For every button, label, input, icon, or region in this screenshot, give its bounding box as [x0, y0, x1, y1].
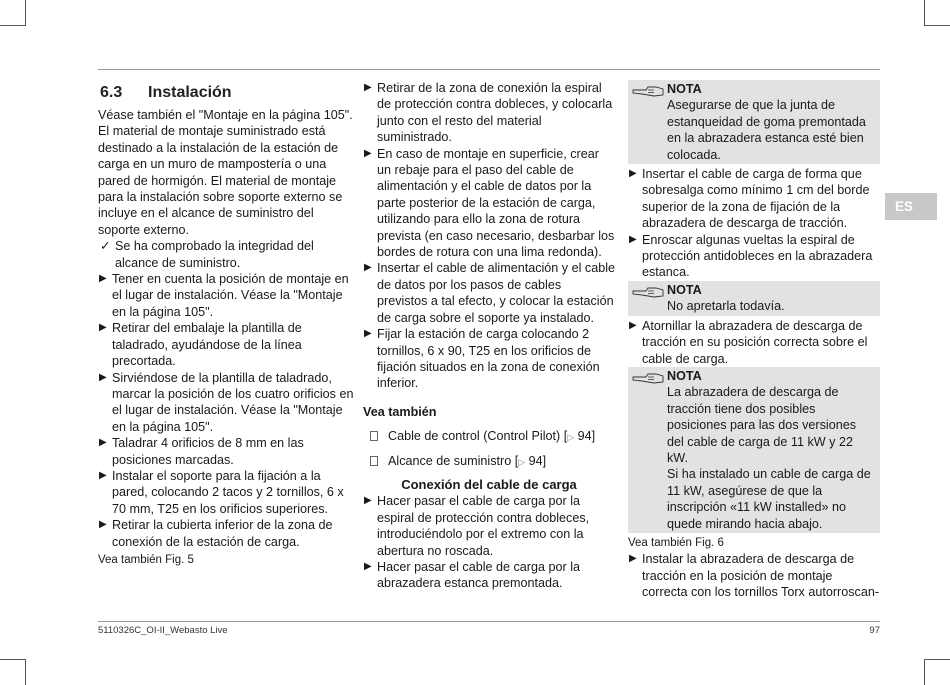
- page-number: 97: [869, 625, 880, 636]
- step-item: [98, 370, 356, 436]
- checkmark-icon: ✓: [100, 239, 111, 254]
- step-item: [363, 260, 615, 326]
- triangle-bullet-icon: ▶: [364, 262, 372, 274]
- language-tab: ES: [885, 193, 937, 220]
- step-text: En caso de montaje en superficie, crear un rebaje para el paso del cable de alimentación y el cable de datos por la parte posterior de la estación de carga, utilizando para ello la zona de rotura prevista (en caso necesario, desbarbar los bordes de rotura con una lima redonda).: [377, 146, 615, 260]
- step-text: Retirar la cubierta inferior de la zona de conexión de la estación de carga.: [112, 518, 333, 549]
- triangle-bullet-icon: ▶: [629, 168, 637, 180]
- step-item: [98, 468, 356, 517]
- column-1: [98, 82, 356, 568]
- header-rule: [98, 69, 880, 70]
- crop-mark-bottom-right: [924, 659, 950, 685]
- step-text: Instalar la abrazadera de descarga de tracción en la posición de montaje correcta con los tornillos Torx autorroscan-: [642, 552, 880, 600]
- triangle-bullet-icon: ▶: [364, 328, 372, 340]
- step-text: Taladrar 4 orificios de 8 mm en las posiciones marcadas.: [112, 436, 304, 467]
- section-heading: [100, 82, 356, 104]
- step-item: [98, 517, 356, 550]
- step-item: [628, 232, 880, 281]
- note-text: No apretarla todavía.: [667, 299, 785, 314]
- section-title: Instalación: [148, 84, 232, 101]
- note-box: [628, 281, 880, 316]
- note-label: NOTA: [667, 368, 702, 383]
- column-2: [363, 80, 615, 592]
- step-item: [98, 271, 356, 320]
- step-text: Retirar del embalaje la plantilla de taladrado, ayudándose de la línea precortada.: [112, 321, 302, 369]
- page-arrow-icon: ▷: [567, 432, 575, 443]
- cross-reference-link[interactable]: [363, 453, 615, 470]
- pointing-hand-icon: [632, 285, 664, 299]
- step-item: [363, 493, 615, 559]
- see-also-heading: Vea también: [363, 404, 437, 419]
- column-3: [628, 80, 880, 601]
- triangle-bullet-icon: ▶: [629, 553, 637, 565]
- footer-doc-id: 5110326C_OI-II_Webasto Live: [98, 625, 228, 636]
- step-text: Retirar de la zona de conexión la espiral de protección contra dobleces, y colocarla junto con el resto del material suministrado.: [377, 81, 613, 145]
- triangle-bullet-icon: ▶: [99, 519, 107, 531]
- note-label: NOTA: [667, 282, 702, 297]
- link-text: Cable de control (Control Pilot) [: [388, 429, 568, 444]
- step-text: Insertar el cable de carga de forma que sobresalga como mínimo 1 cm del borde superior de la zona de fijación de la abrazadera de descarga de tracción.: [642, 167, 870, 231]
- document-icon: [370, 431, 378, 441]
- triangle-bullet-icon: ▶: [364, 560, 372, 572]
- step-text: Enroscar algunas vueltas la espiral de protección antidobleces en la abrazadera estanca.: [642, 232, 873, 280]
- step-item: [98, 435, 356, 468]
- note-box: [628, 80, 880, 164]
- pointing-hand-icon: [632, 371, 664, 385]
- document-icon: [370, 456, 378, 466]
- step-item: [628, 318, 880, 367]
- note-text: Asegurarse de que la junta de estanqueidad de goma premontada en la abrazadera estanca esté bien colocada.: [667, 98, 866, 162]
- pointing-hand-icon: [632, 84, 664, 98]
- check-text: Se ha comprobado la integridad del alcance de suministro.: [115, 239, 314, 270]
- note-box: [628, 367, 880, 533]
- triangle-bullet-icon: ▶: [629, 233, 637, 245]
- see-figure-link[interactable]: Vea también Fig. 6: [628, 536, 724, 549]
- step-text: Insertar el cable de alimentación y el cable de datos por los pasos de cables previstos a tal efecto, y colocar la estación de carga sobre el soporte ya instalado.: [377, 261, 616, 325]
- triangle-bullet-icon: ▶: [99, 322, 107, 334]
- triangle-bullet-icon: ▶: [364, 495, 372, 507]
- triangle-bullet-icon: ▶: [364, 82, 372, 93]
- section-number: 6.3: [100, 84, 123, 101]
- triangle-bullet-icon: ▶: [99, 273, 107, 285]
- crop-mark-top-left: [0, 0, 26, 26]
- step-text: Atornillar la abrazadera de descarga de tracción en su posición correcta sobre el cable de carga.: [642, 318, 868, 366]
- subsection-heading: Conexión del cable de carga: [401, 476, 577, 492]
- crop-mark-bottom-left: [0, 659, 26, 685]
- step-text: Hacer pasar el cable de carga por la abrazadera estanca premontada.: [377, 559, 581, 591]
- page-arrow-icon: ▷: [518, 456, 526, 467]
- step-text: Tener en cuenta la posición de montaje en el lugar de instalación. Véase la "Montaje en la página 105".: [112, 272, 349, 319]
- step-item: [98, 320, 356, 369]
- link-page: 94]: [528, 453, 547, 468]
- intro-paragraph: Véase también el "Montaje en la página 105". El material de montaje suministrado está destinado a la instalación de la estación de carga en un muro de mampostería o una pared de hormigón. El material de montaje para la instalación sobre soporte externo se incluye en el alcance de suministro del soporte externo.: [98, 108, 353, 237]
- step-text: Hacer pasar el cable de carga por la espiral de protección contra dobleces, introduciéndolo por el extremo con la abertura no roscada.: [377, 494, 590, 558]
- note-text-2: Si ha instalado un cable de carga de 11 kW, asegúrese de que la inscripción «11 kW installed» no quede mirando hacia abajo.: [667, 467, 871, 531]
- see-figure-link[interactable]: Vea también Fig. 5: [98, 553, 194, 566]
- step-item: [363, 559, 615, 592]
- step-item: [628, 166, 880, 232]
- step-item: [628, 551, 880, 600]
- triangle-bullet-icon: ▶: [99, 437, 107, 449]
- crop-mark-top-right: [924, 0, 950, 26]
- triangle-bullet-icon: ▶: [99, 469, 107, 481]
- note-text: La abrazadera de descarga de tracción tiene dos posibles posiciones para las dos versiones del cable de carga de 11 kW y 22 kW.: [667, 385, 857, 465]
- step-item: [363, 80, 615, 146]
- triangle-bullet-icon: ▶: [629, 319, 637, 331]
- link-text: Alcance de suministro [: [388, 453, 519, 468]
- triangle-bullet-icon: ▶: [99, 371, 107, 383]
- triangle-bullet-icon: ▶: [364, 147, 372, 159]
- step-item: [363, 326, 615, 392]
- note-label: NOTA: [667, 82, 702, 96]
- link-page: 94]: [577, 429, 596, 444]
- step-text: Sirviéndose de la plantilla de taladrado, marcar la posición de los cuatro orificios en el lugar de instalación. Véase la "Montaje en la página 105".: [112, 370, 354, 434]
- step-item: [363, 146, 615, 261]
- step-text: Instalar el soporte para la fijación a la pared, colocando 2 tacos y 2 tornillos, 6 x 70 mm, T25 en los orificios superiores.: [112, 468, 344, 516]
- step-text: Fijar la estación de carga colocando 2 tornillos, 6 x 90, T25 en los orificios de fijación situados en la zona de conexión inferior.: [377, 327, 600, 391]
- check-item: [98, 238, 356, 271]
- footer-rule: [98, 621, 880, 622]
- cross-reference-link[interactable]: [363, 428, 615, 445]
